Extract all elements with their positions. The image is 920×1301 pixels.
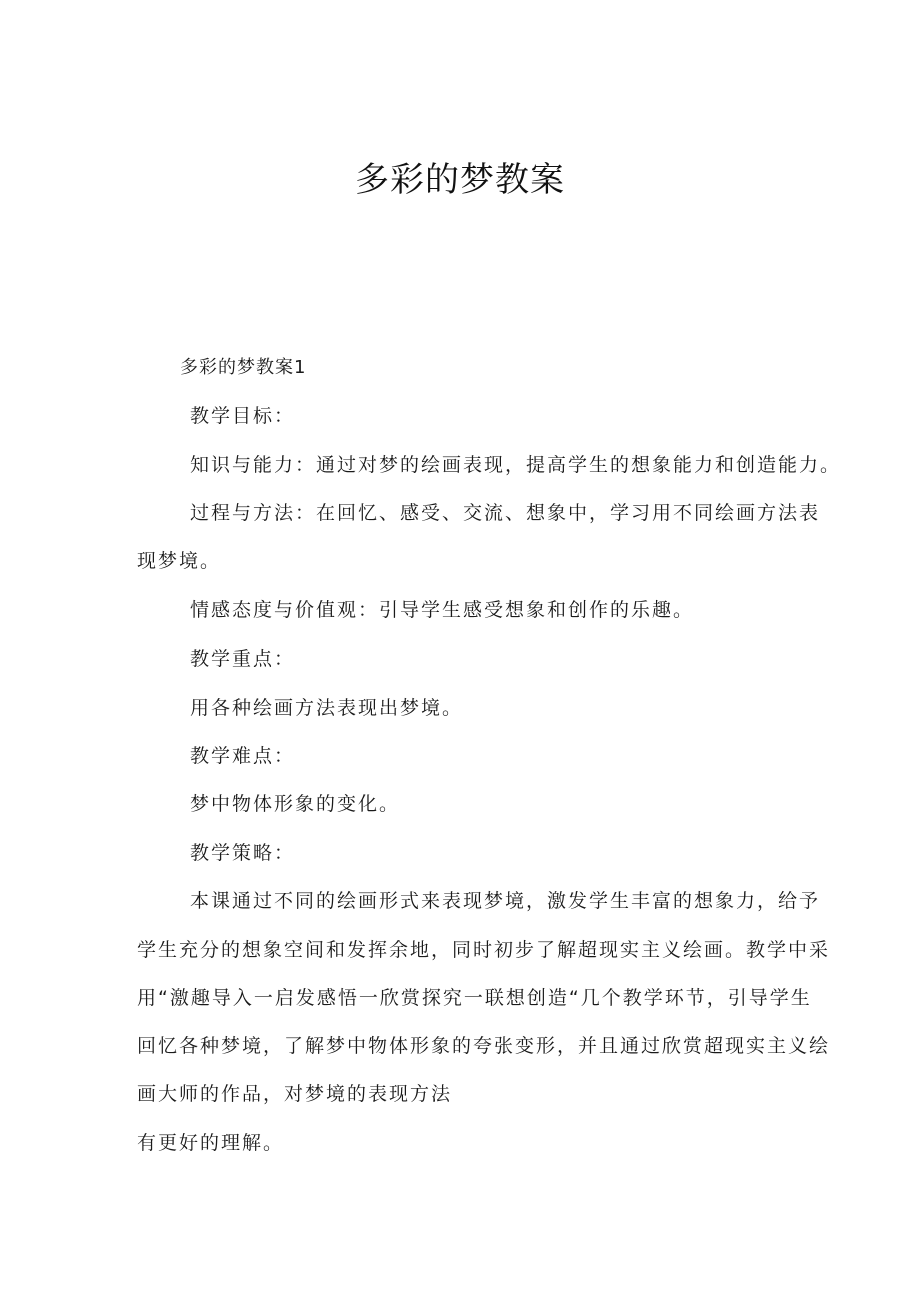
paragraph-line: 情感态度与价值观：引导学生感受想象和创作的乐趣。 xyxy=(190,599,695,621)
paragraph-line: 用各种绘画方法表现出梦境。 xyxy=(190,697,464,719)
paragraph-line: 过程与方法：在回忆、感受、交流、想象中，学习用不同绘画方法表 xyxy=(190,502,821,524)
paragraph-line: 梦中物体形象的变化。 xyxy=(190,793,401,815)
paragraph-line: 教学难点： xyxy=(190,745,296,767)
paragraph-line: 用“激趣导入一启发感悟一欣赏探究一联想创造“几个教学环节，引导学生 xyxy=(137,987,812,1009)
paragraph-line: 教学策略： xyxy=(190,842,296,864)
paragraph-line: 回忆各种梦境，了解梦中物体形象的夸张变形，并且通过欣赏超现实主义绘 xyxy=(137,1035,831,1057)
paragraph-line: 学生充分的想象空间和发挥余地，同时初步了解超现实主义绘画。教学中采 xyxy=(137,939,831,961)
paragraph-line: 教学重点： xyxy=(190,648,296,670)
paragraph-line: 教学目标： xyxy=(190,405,296,427)
document-title: 多彩的梦教案 xyxy=(355,160,565,200)
section-heading: 多彩的梦教案1 xyxy=(180,357,307,378)
paragraph-line: 画大师的作品，对梦境的表现方法 xyxy=(137,1083,453,1105)
paragraph-line: 本课通过不同的绘画形式来表现梦境，激发学生丰富的想象力，给予 xyxy=(190,890,821,912)
paragraph-line: 现梦境。 xyxy=(137,550,222,572)
paragraph-line: 有更好的理解。 xyxy=(137,1132,285,1154)
paragraph-line: 知识与能力：通过对梦的绘画表现，提高学生的想象能力和创造能力。 xyxy=(190,454,842,476)
